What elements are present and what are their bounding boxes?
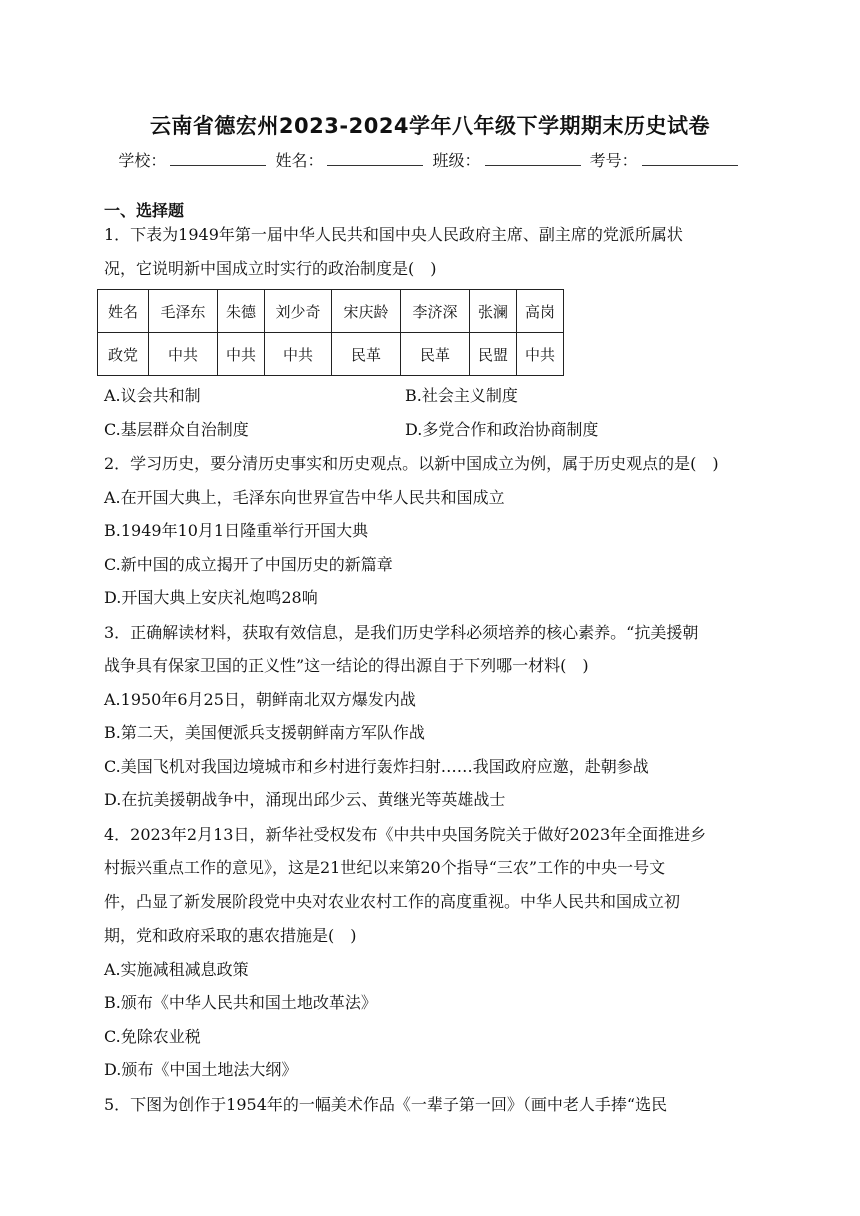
q4-option-d[interactable]: D.颁布《中国土地法大纲》 xyxy=(104,1060,298,1079)
q1-option-a[interactable]: A.议会共和制 xyxy=(104,386,201,405)
q1-option-d[interactable]: D.多党合作和政治协商制度 xyxy=(405,420,599,439)
table-cell: 高岗 xyxy=(517,290,564,333)
section-heading: 一、选择题 xyxy=(104,201,185,220)
q2-stem: 2．学习历史，要分清历史事实和历史观点。以新中国成立为例，属于历史观点的是( ) xyxy=(104,454,719,473)
class-blank[interactable] xyxy=(485,151,581,166)
school-blank[interactable] xyxy=(170,151,266,166)
table-cell: 民盟 xyxy=(470,333,517,376)
q4-option-b[interactable]: B.颁布《中华人民共和国土地改革法》 xyxy=(104,993,377,1012)
q3-stem-line2: 战争具有保家卫国的正义性”这一结论的得出源自于下列哪一材料( ) xyxy=(104,656,589,675)
table-cell: 中共 xyxy=(218,333,265,376)
table-cell: 中共 xyxy=(265,333,332,376)
table-cell: 朱德 xyxy=(218,290,265,333)
exam-number-label: 考号： xyxy=(589,151,638,170)
q3-stem-line1: 3．正确解读材料，获取有效信息，是我们历史学科必须培养的核心素养。“抗美援朝 xyxy=(104,623,699,642)
table-cell: 中共 xyxy=(149,333,218,376)
table-cell: 张澜 xyxy=(470,290,517,333)
table-cell: 刘少奇 xyxy=(265,290,332,333)
table-cell: 李济深 xyxy=(401,290,470,333)
q4-stem-line2: 村振兴重点工作的意见》，这是21世纪以来第20个指导“三农”工作的中央一号文 xyxy=(104,858,666,877)
table-cell: 姓名 xyxy=(98,290,149,333)
q4-stem-line1: 4．2023年2月13日，新华社受权发布《中共中央国务院关于做好2023年全面推进乡 xyxy=(104,825,707,844)
table-row xyxy=(98,333,564,376)
q3-option-c[interactable]: C.美国飞机对我国边境城市和乡村进行轰炸扫射……我国政府应邀，赴朝参战 xyxy=(104,757,649,776)
q1-option-c[interactable]: C.基层群众自治制度 xyxy=(104,420,249,439)
q1-option-b[interactable]: B.社会主义制度 xyxy=(405,386,518,405)
q1-stem-line2: 况，它说明新中国成立时实行的政治制度是( ) xyxy=(104,259,437,278)
table-cell: 宋庆龄 xyxy=(332,290,401,333)
q2-option-b[interactable]: B.1949年10月1日隆重举行开国大典 xyxy=(104,521,369,540)
q3-option-b[interactable]: B.第二天，美国便派兵支援朝鲜南方军队作战 xyxy=(104,723,425,742)
name-blank[interactable] xyxy=(327,151,423,166)
q2-option-a[interactable]: A.在开国大典上，毛泽东向世界宣告中华人民共和国成立 xyxy=(104,488,505,507)
table-cell: 毛泽东 xyxy=(149,290,218,333)
q1-stem-line1: 1．下表为1949年第一届中华人民共和国中央人民政府主席、副主席的党派所属状 xyxy=(104,225,683,244)
q3-option-d[interactable]: D.在抗美援朝战争中，涌现出邱少云、黄继光等英雄战士 xyxy=(104,790,506,809)
q2-option-d[interactable]: D.开国大典上安庆礼炮鸣28响 xyxy=(104,588,318,607)
student-info-row xyxy=(0,148,860,171)
table-cell: 民革 xyxy=(401,333,470,376)
q4-stem-line3: 件，凸显了新发展阶段党中央对农业农村工作的高度重视。中华人民共和国成立初 xyxy=(104,892,681,911)
q4-option-c[interactable]: C.免除农业税 xyxy=(104,1027,201,1046)
q4-option-a[interactable]: A.实施减租减息政策 xyxy=(104,960,249,979)
q5-stem-line1: 5．下图为创作于1954年的一幅美术作品《一辈子第一回》（画中老人手捧“选民 xyxy=(104,1095,668,1114)
class-label: 班级： xyxy=(432,151,481,170)
table-cell: 政党 xyxy=(98,333,149,376)
name-label: 姓名： xyxy=(275,151,324,170)
party-table xyxy=(97,289,564,376)
table-row xyxy=(98,290,564,333)
exam-number-blank[interactable] xyxy=(642,151,738,166)
school-label: 学校： xyxy=(118,151,167,170)
q2-option-c[interactable]: C.新中国的成立揭开了中国历史的新篇章 xyxy=(104,555,393,574)
exam-title: 云南省德宏州2023-2024学年八年级下学期期末历史试卷 xyxy=(149,114,711,138)
q3-option-a[interactable]: A.1950年6月25日，朝鲜南北双方爆发内战 xyxy=(104,690,416,709)
table-cell: 民革 xyxy=(332,333,401,376)
q4-stem-line4: 期，党和政府采取的惠农措施是( ) xyxy=(104,926,357,945)
table-cell: 中共 xyxy=(517,333,564,376)
